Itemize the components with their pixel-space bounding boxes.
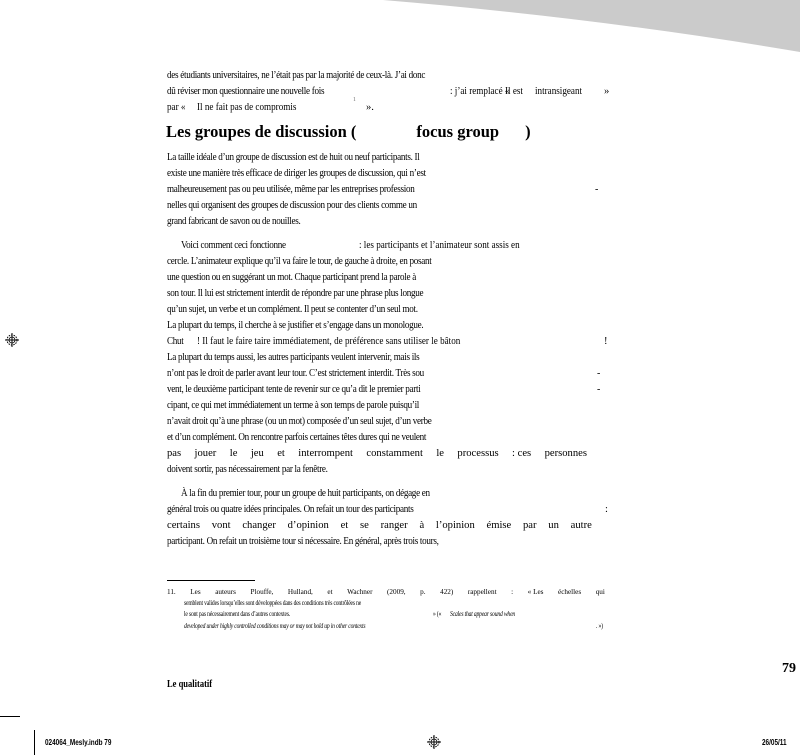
justified-word: le xyxy=(229,448,238,459)
footnote-line xyxy=(167,587,605,597)
justified-word: changer xyxy=(242,520,276,531)
footnote-line: . ») xyxy=(596,622,603,630)
footnote-word: « Les xyxy=(527,588,544,596)
footnote-word: échelles xyxy=(558,588,582,596)
justified-word: jouer xyxy=(194,448,217,459)
page-curl-shadow xyxy=(0,0,800,60)
body-line: La plupart du temps, il cherche à se justifier et s’engage dans un monologue. xyxy=(167,320,424,331)
body-line xyxy=(167,84,324,100)
text-segment: ! Il faut le faire taire immédiatement, de préférence sans utiliser le bâton xyxy=(197,336,461,347)
footnote-word: : xyxy=(511,588,514,596)
justified-word: et xyxy=(277,448,285,459)
body-line: et d’un complément. On rencontre parfois certaines têtes dures qui ne veulent xyxy=(167,432,427,443)
justified-line xyxy=(167,446,587,462)
text-segment: » xyxy=(604,86,610,97)
justified-word: processus xyxy=(457,448,499,459)
text-segment: dû réviser mon questionnaire une nouvelle fois xyxy=(167,86,325,97)
footnote-word: qui xyxy=(595,588,605,596)
justified-word: vont xyxy=(211,520,231,531)
footnote-word: Wachner xyxy=(347,588,373,596)
registration-mark-icon xyxy=(426,734,442,750)
body-line: grand fabricant de savon ou de nouilles. xyxy=(167,216,301,227)
justified-word: l’opinion xyxy=(435,520,475,531)
justified-line xyxy=(167,518,592,534)
justified-word: interrompent xyxy=(298,448,353,459)
footnote-word: et xyxy=(327,588,333,596)
body-line: qu’un sujet, un verbe et un complément. Il peut se contenter d’un seul mot. xyxy=(167,304,418,315)
footnote-word: Plouffe, xyxy=(250,588,274,596)
heading-close: ) xyxy=(525,122,531,141)
footnote-rule xyxy=(167,580,255,581)
justified-word: autre xyxy=(570,520,592,531)
footnote-word: rappellent xyxy=(467,588,497,596)
slug-filename: 024064_Mesly.indb 79 xyxy=(45,738,112,747)
justified-word: le xyxy=(436,448,444,459)
body-line: général trois ou quatre idées principales. On refait un tour des participants xyxy=(167,504,414,515)
justified-word: jeu xyxy=(250,448,264,459)
hyphen: - xyxy=(595,184,599,195)
body-line: nelles qui organisent des groupes de discussion pour des clients comme un xyxy=(167,200,417,211)
body-line: La taille idéale d’un groupe de discussion est de huit ou neuf participants. Il xyxy=(167,152,420,163)
body-line: existe une manière très efficace de diriger les groupes de discussion, qui n’est xyxy=(167,168,426,179)
text-segment: Il ne fait pas de compromis xyxy=(197,102,297,113)
justified-word: se xyxy=(360,520,369,531)
text-segment: ». xyxy=(366,102,374,113)
body-line: À la fin du premier tour, pour un groupe de huit participants, on dégage en xyxy=(181,488,430,499)
footnote-word: Hulland, xyxy=(287,588,313,596)
footnote-word: (2009, xyxy=(387,588,406,596)
footnote-line: » (« xyxy=(433,610,442,618)
heading-term: focus group xyxy=(416,122,500,141)
footnote-line: semblent valides lorsqu’elles sont développées dans des conditions très contrôlées ne xyxy=(184,599,362,607)
running-footer: Le qualitatif xyxy=(167,679,213,690)
section-heading xyxy=(166,122,531,142)
text-segment: intransigeant xyxy=(535,86,583,97)
justified-word: et xyxy=(340,520,349,531)
body-line: n’ont pas le droit de parler avant leur tour. C’est strictement interdit. Très sou xyxy=(167,368,424,379)
text-segment: par « xyxy=(167,102,186,113)
justified-word: constamment xyxy=(366,448,423,459)
justified-word: à xyxy=(419,520,425,531)
body-line: Chut xyxy=(167,336,184,347)
body-line: des étudiants universitaires, ne l’était pas par la majorité de ceux-là. J’ai donc xyxy=(167,70,426,81)
text-segment: Il est xyxy=(505,86,523,97)
justified-word: émise xyxy=(486,520,512,531)
footnote-word: auteurs xyxy=(215,588,236,596)
justified-word: d’opinion xyxy=(287,520,329,531)
body-line: cipant, ce qui met immédiatement un terme à son temps de parole puisqu’il xyxy=(167,400,420,411)
text-segment: : xyxy=(605,504,608,515)
footnote-line: Scales that appear sound when xyxy=(450,610,516,618)
body-line: La plupart du temps aussi, les autres participants veulent intervenir, mais ils xyxy=(167,352,420,363)
justified-word: pas xyxy=(167,448,182,459)
text-segment: ! xyxy=(604,336,608,347)
footnote-word: 11. xyxy=(167,588,176,596)
footnote-line: developed under highly controlled conditions may or may not hold up in other contexts xyxy=(184,622,366,630)
crop-mark xyxy=(34,730,35,755)
justified-word: personnes xyxy=(544,448,587,459)
crop-mark xyxy=(0,716,20,717)
footnote-ref: 1 xyxy=(353,97,356,103)
justified-word: certains xyxy=(167,520,200,531)
footnote-word: 422) xyxy=(440,588,454,596)
body-line: Voici comment ceci fonctionne xyxy=(181,240,286,251)
footnote-line: le sont pas nécessairement dans d’autres contextes. xyxy=(184,610,291,618)
body-line: son tour. Il lui est strictement interdit de répondre par une phrase plus longue xyxy=(167,288,424,299)
justified-word: par xyxy=(523,520,537,531)
body-line: malheureusement pas ou peu utilisée, même par les entreprises profession xyxy=(167,184,415,195)
text-segment: : j’ai remplacé « xyxy=(450,86,510,97)
justified-word: un xyxy=(548,520,559,531)
body-line: n’avait droit qu’à une phrase (ou un mot) composée d’un seul sujet, d’un verbe xyxy=(167,416,432,427)
body-line: vent, le deuxième participant tente de revenir sur ce qu’a dit le premier parti xyxy=(167,384,421,395)
hyphen: - xyxy=(597,384,601,395)
heading-text: Les groupes de discussion ( xyxy=(166,122,357,141)
body-line: doivent sortir, pas nécessairement par la fenêtre. xyxy=(167,464,328,475)
hyphen: - xyxy=(597,368,601,379)
registration-mark-icon xyxy=(4,332,20,348)
body-line: une question ou en suggérant un mot. Chaque participant prend la parole à xyxy=(167,272,416,283)
page-number: 79 xyxy=(782,661,796,676)
footnote-word: Les xyxy=(190,588,201,596)
body-line: participant. On refait un troisième tour si nécessaire. En général, après trois tours, xyxy=(167,536,439,547)
slug-date: 26/05/11 xyxy=(762,738,787,747)
body-line: cercle. L’animateur explique qu’il va faire le tour, de gauche à droite, en posant xyxy=(167,256,432,267)
justified-word: : ces xyxy=(512,448,532,459)
justified-word: ranger xyxy=(380,520,408,531)
text-segment: : les participants et l’animateur sont assis en xyxy=(359,240,520,251)
footnote-word: p. xyxy=(420,588,426,596)
